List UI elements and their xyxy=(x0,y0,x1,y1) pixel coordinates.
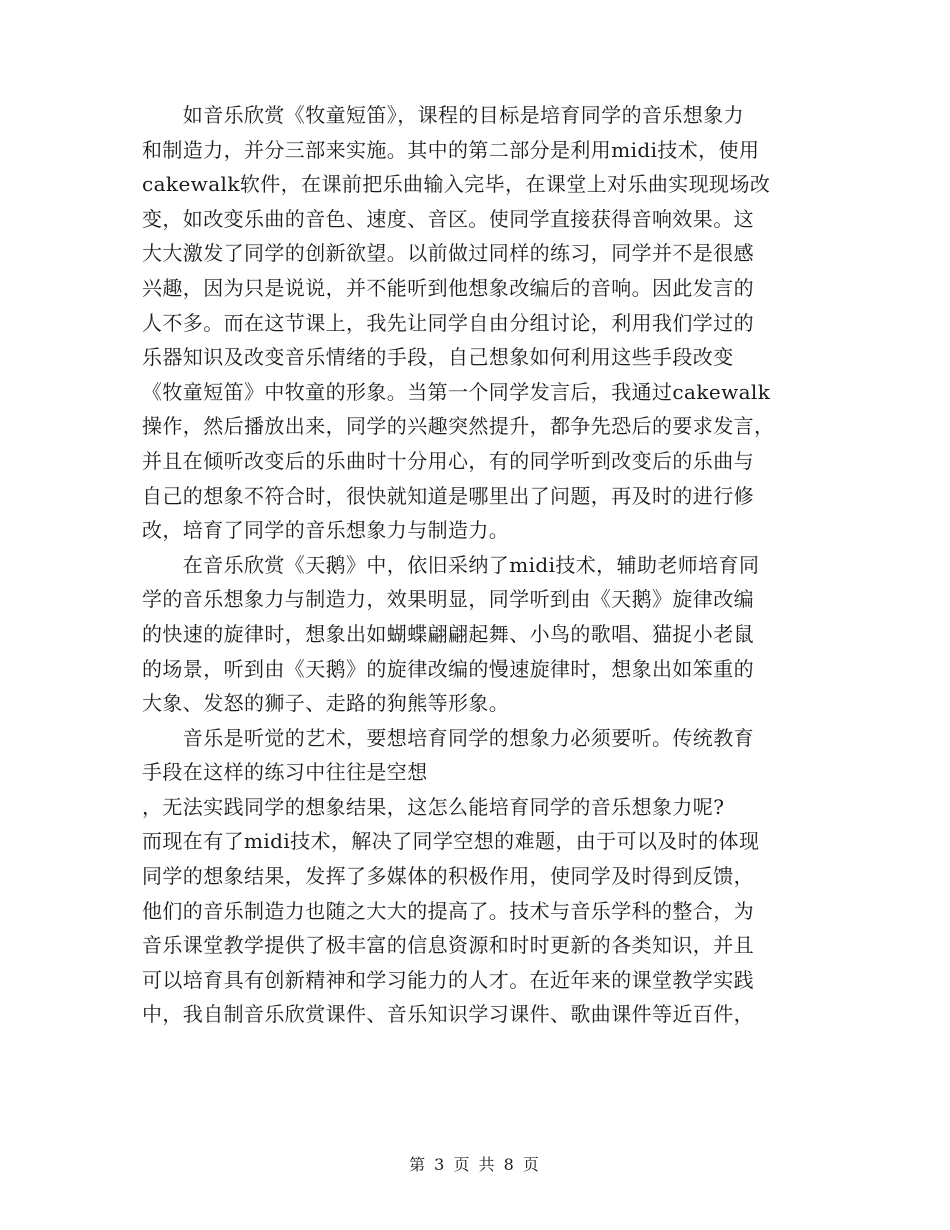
text-line: 音乐是听觉的艺术，要想培育同学的想象力必须要听。传统教育 xyxy=(142,725,754,750)
text-line: 并且在倾听改变后的乐曲时十分用心，有的同学听到改变后的乐曲与 xyxy=(142,448,754,473)
text-line: 操作，然后播放出来，同学的兴趣突然提升，都争先恐后的要求发言， xyxy=(142,414,775,439)
text-line: 兴趣，因为只是说说，并不能听到他想象改编后的音响。因此发言的 xyxy=(142,275,754,300)
text-line: 人不多。而在这节课上，我先让同学自由分组讨论，利用我们学过的 xyxy=(142,310,754,335)
text-line: 手段在这样的练习中往往是空想 xyxy=(142,760,428,785)
text-line: cakewalk软件，在课前把乐曲输入完毕，在课堂上对乐曲实现现场改 xyxy=(142,172,771,197)
text-line: 的快速的旋律时，想象出如蝴蝶翩翩起舞、小鸟的歌唱、猫捉小老鼠 xyxy=(142,621,754,646)
text-line: 《牧童短笛》中牧童的形象。当第一个同学发言后，我通过cakewalk xyxy=(142,379,771,404)
text-line: 音乐课堂教学提供了极丰富的信息资源和时时更新的各类知识，并且 xyxy=(142,933,754,958)
text-line: 的场景，听到由《天鹅》的旋律改编的慢速旋律时，想象出如笨重的 xyxy=(142,656,754,681)
text-line: ，无法实践同学的想象结果，这怎么能培育同学的音乐想象力呢? xyxy=(142,794,725,819)
text-line: 乐器知识及改变音乐情绪的手段，自己想象如何利用这些手段改变 xyxy=(142,345,734,370)
text-line: 和制造力，并分三部来实施。其中的第二部分是利用midi技术，使用 xyxy=(142,137,760,162)
body-text xyxy=(142,98,808,1032)
page-number-footer: 第 3 页 共 8 页 xyxy=(409,1155,541,1174)
text-line: 而现在有了midi技术，解决了同学空想的难题，由于可以及时的体现 xyxy=(142,829,760,854)
text-line: 如音乐欣赏《牧童短笛》，课程的目标是培育同学的音乐想象力 xyxy=(142,103,744,127)
text-line: 可以培育具有创新精神和学习能力的人才。在近年来的课堂教学实践 xyxy=(142,967,754,992)
text-line: 自己的想象不符合时，很快就知道是哪里出了问题，再及时的进行修 xyxy=(142,483,754,508)
text-line: 学的音乐想象力与制造力，效果明显，同学听到由《天鹅》旋律改编 xyxy=(142,587,754,612)
text-line: 中，我自制音乐欣赏课件、音乐知识学习课件、歌曲课件等近百件， xyxy=(142,1002,754,1027)
text-line: 同学的想象结果，发挥了多媒体的积极作用，使同学及时得到反馈， xyxy=(142,864,754,889)
text-line: 他们的音乐制造力也随之大大的提高了。技术与音乐学科的整合，为 xyxy=(142,898,754,923)
text-line: 改，培育了同学的音乐想象力与制造力。 xyxy=(142,518,510,543)
text-line: 在音乐欣赏《天鹅》中，依旧采纳了midi技术，辅助老师培育同 xyxy=(142,552,760,577)
text-line: 变，如改变乐曲的音色、速度、音区。使同学直接获得音响效果。这 xyxy=(142,206,754,231)
text-line: 大象、发怒的狮子、走路的狗熊等形象。 xyxy=(142,691,510,716)
text-line: 大大激发了同学的创新欲望。以前做过同样的练习，同学并不是很感 xyxy=(142,241,754,266)
